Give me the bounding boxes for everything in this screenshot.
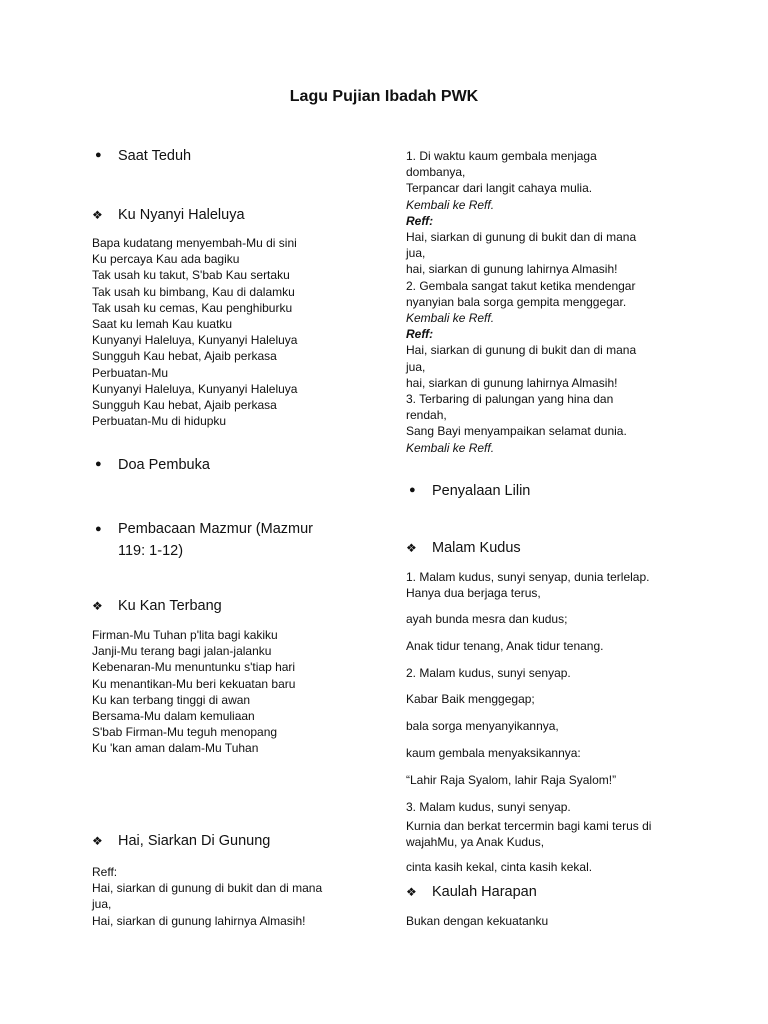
item-label: Saat Teduh [118,148,192,164]
lyric-line: Sungguh Kau hebat, Ajaib perkasa [92,398,277,413]
lyrics-malam-kudus-1 [406,569,649,601]
lyric-line: Hai, siarkan di gunung di bukit dan di mana [406,343,637,358]
lyric-line: Bukan dengan kekuatanku [406,914,549,928]
lyrics-malam-kudus-3 [406,818,651,850]
item-label: Penyalaan Lilin [432,483,531,499]
four-diamond-icon: ❖ [406,885,417,899]
song-title-kaulah-harapan [406,884,537,900]
lyric-line: Ku 'kan aman dalam-Mu Tuhan [92,741,259,756]
lyric-line: 2. Gembala sangat takut ketika mendengar [406,278,636,293]
item-saat-teduh [92,148,191,164]
lyric-line: Ku menantikan-Mu beri kekuatan baru [92,676,296,691]
song-title: Kaulah Harapan [432,884,537,900]
item-pembacaan-mazmur [92,518,313,562]
item-label [118,518,313,562]
lyric-line: nyanyian bala sorga gempita menggegar. [406,294,627,309]
lyric-line: “Lahir Raja Syalom, lahir Raja Syalom!” [406,772,617,787]
lyric-line-italic: Kembali ke Reff. [406,440,495,455]
lyric-line: Kurnia dan berkat tercermin bagi kami terus di [406,819,652,833]
lyric-line-bold: Reff: [406,327,434,342]
lyrics-ku-kan-terbang [92,627,295,757]
song-title-hai-siarkan [92,833,270,849]
lyric-line: jua, [406,359,426,374]
bullet-dot-icon: ● [95,523,102,535]
lyric-line-italic: Kembali ke Reff. [406,311,495,326]
lyric-line: Sungguh Kau hebat, Ajaib perkasa [92,349,277,364]
lyrics-hai-siarkan-continued [406,148,636,456]
lyrics-malam-kudus-2 [406,611,616,825]
lyric-line: Anak tidur tenang, Anak tidur tenang. [406,638,604,653]
lyric-line: kaum gembala menyaksikannya: [406,745,581,760]
lyric-line: bala sorga menyanyikannya, [406,719,559,734]
item-label: Doa Pembuka [118,457,210,473]
lyric-line: Hanya dua berjaga terus, [406,586,541,601]
lyric-line: Terpancar dari langit cahaya mulia. [406,181,593,196]
lyrics-ku-nyanyi [92,235,297,429]
song-title-ku-kan-terbang [92,598,222,614]
lyric-line: Kunyanyi Haleluya, Kunyanyi Haleluya [92,381,298,396]
lyric-line: Firman-Mu Tuhan p'lita bagi kakiku [92,628,278,642]
song-title: Ku Nyanyi Haleluya [118,207,245,223]
bullet-dot-icon: ● [95,149,102,161]
page-title: Lagu Pujian Ibadah PWK [289,88,479,105]
lyric-line: Kabar Baik menggegap; [406,692,535,707]
lyric-line: hai, siarkan di gunung lahirnya Almasih! [406,375,618,390]
lyric-line: hai, siarkan di gunung lahirnya Almasih! [406,262,618,277]
four-diamond-icon: ❖ [92,599,103,613]
song-title-malam-kudus [406,540,521,556]
lyric-line: ayah bunda mesra dan kudus; [406,612,568,626]
lyrics-hai-siarkan [92,864,322,929]
lyric-line: Bersama-Mu dalam kemuliaan [92,709,255,724]
lyric-line: Sang Bayi menyampaikan selamat dunia. [406,424,627,439]
song-title: Ku Kan Terbang [118,598,222,614]
item-doa-pembuka [92,457,210,473]
song-title-ku-nyanyi [92,207,245,223]
song-title: Hai, Siarkan Di Gunung [118,833,271,849]
lyric-line: 3. Terbaring di palungan yang hina dan [406,392,614,407]
lyric-line: Ku kan terbang tinggi di awan [92,692,251,707]
lyric-line: Kunyanyi Haleluya, Kunyanyi Haleluya [92,333,298,348]
lyric-line: dombanya, [406,165,466,180]
item-label-line: 119: 1-12) [118,543,184,559]
lyric-line: Hai, siarkan di gunung lahirnya Almasih! [92,913,306,928]
lyric-line: Kebenaran-Mu menuntunku s'tiap hari [92,660,296,675]
lyric-line: rendah, [406,408,447,423]
item-label-line: Pembacaan Mazmur (Mazmur [118,521,313,537]
four-diamond-icon: ❖ [92,208,103,222]
lyric-line: 3. Malam kudus, sunyi senyap. [406,799,571,814]
lyric-line: wajahMu, ya Anak Kudus, [406,835,545,850]
lyric-line: 2. Malam kudus, sunyi senyap. [406,665,571,680]
lyric-line: jua, [406,246,426,261]
lyric-line: Tak usah ku cemas, Kau penghiburku [92,300,293,315]
lyric-line: Tak usah ku takut, S'bab Kau sertaku [92,268,290,283]
four-diamond-icon: ❖ [92,834,103,848]
lyric-line: 1. Malam kudus, sunyi senyap, dunia terlelap. [406,570,650,584]
bullet-dot-icon: ● [409,484,416,496]
lyric-line: Ku percaya Kau ada bagiku [92,252,240,267]
bullet-dot-icon: ● [95,458,102,470]
lyric-line: S'bab Firman-Mu teguh menopang [92,725,278,740]
lyric-line: Janji-Mu terang bagi jalan-jalanku [92,644,272,659]
lyric-line: Saat ku lemah Kau kuatku [92,317,233,332]
lyric-line: jua, [92,897,112,912]
lyrics-kaulah-harapan [406,913,548,929]
lyric-line-italic: Kembali ke Reff. [406,197,495,212]
item-penyalaan-lilin [406,483,530,499]
lyric-line: Hai, siarkan di gunung di bukit dan di mana [406,230,637,245]
lyrics-malam-kudus-4 [406,859,592,875]
lyric-line: Bapa kudatang menyembah-Mu di sini [92,236,297,250]
lyric-line: Reff: [92,865,118,879]
lyric-line: Perbuatan-Mu di hidupku [92,414,227,429]
lyric-line: Tak usah ku bimbang, Kau di dalamku [92,284,295,299]
song-title: Malam Kudus [432,540,521,556]
lyric-line: cinta kasih kekal, cinta kasih kekal. [406,860,593,874]
lyric-line: Perbuatan-Mu [92,365,169,380]
lyric-line-bold: Reff: [406,213,434,228]
four-diamond-icon: ❖ [406,541,417,555]
lyric-line: 1. Di waktu kaum gembala menjaga [406,149,597,163]
lyric-line: Hai, siarkan di gunung di bukit dan di mana [92,881,323,896]
